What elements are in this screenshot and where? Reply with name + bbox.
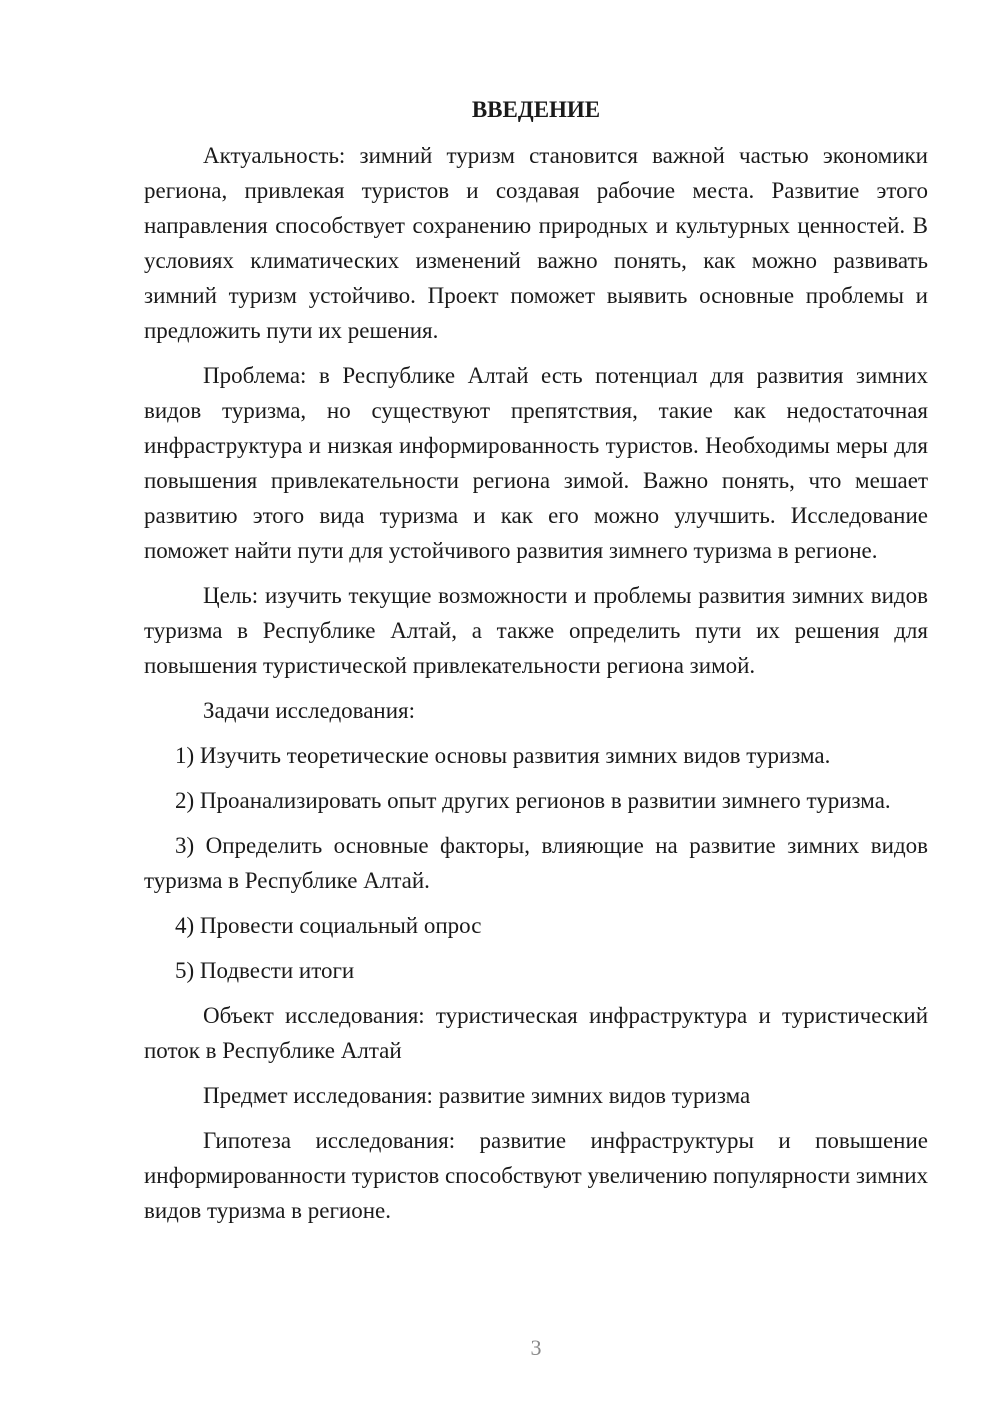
object-paragraph: Объект исследования: туристическая инфраструктура и туристический поток в Республике Алтай	[144, 1003, 928, 1063]
subject-paragraph: Предмет исследования: развитие зимних видов туризма	[203, 1083, 751, 1108]
problem-paragraph: Проблема: в Республике Алтай есть потенциал для развития зимних видов туризма, но существуют препятствия, такие как недостаточная инфраструктура и низкая информированность туристов. Необходимы меры для повышения привлекательности региона зимой. Важно понять, что мешает развитию этого вида туризма и как его можно улучшить. Исследование поможет найти пути для устойчивого развития зимнего туризма в регионе.	[144, 363, 928, 563]
task-item-1: 1) Изучить теоретические основы развития зимних видов туризма.	[175, 743, 831, 768]
task-item-2: 2) Проанализировать опыт других регионов в развитии зимнего туризма.	[175, 788, 891, 813]
page-title: ВВЕДЕНИЕ	[471, 97, 601, 122]
tasks-heading: Задачи исследования:	[203, 698, 416, 723]
page-content	[144, 92, 928, 1228]
task-item-5: 5) Подвести итоги	[175, 958, 355, 983]
goal-paragraph: Цель: изучить текущие возможности и проблемы развития зимних видов туризма в Республике Алтай, а также определить пути их решения для повышения туристической привлекательности региона зимой.	[144, 583, 928, 678]
task-item-4: 4) Провести социальный опрос	[175, 913, 482, 938]
hypothesis-paragraph: Гипотеза исследования: развитие инфраструктуры и повышение информированности туристов способствуют увеличению популярности зимних видов туризма в регионе.	[144, 1128, 928, 1223]
relevance-paragraph: Актуальность: зимний туризм становится важной частью экономики региона, привлекая туристов и создавая рабочие места. Развитие этого направления способствует сохранению природных и культурных ценностей. В условиях климатических изменений важно понять, как можно развивать зимний туризм устойчиво. Проект поможет выявить основные проблемы и предложить пути их решения.	[144, 143, 928, 343]
page-number: 3	[530, 1335, 542, 1360]
task-item-3: 3) Определить основные факторы, влияющие на развитие зимних видов туризма в Республике Алтай.	[144, 833, 928, 893]
